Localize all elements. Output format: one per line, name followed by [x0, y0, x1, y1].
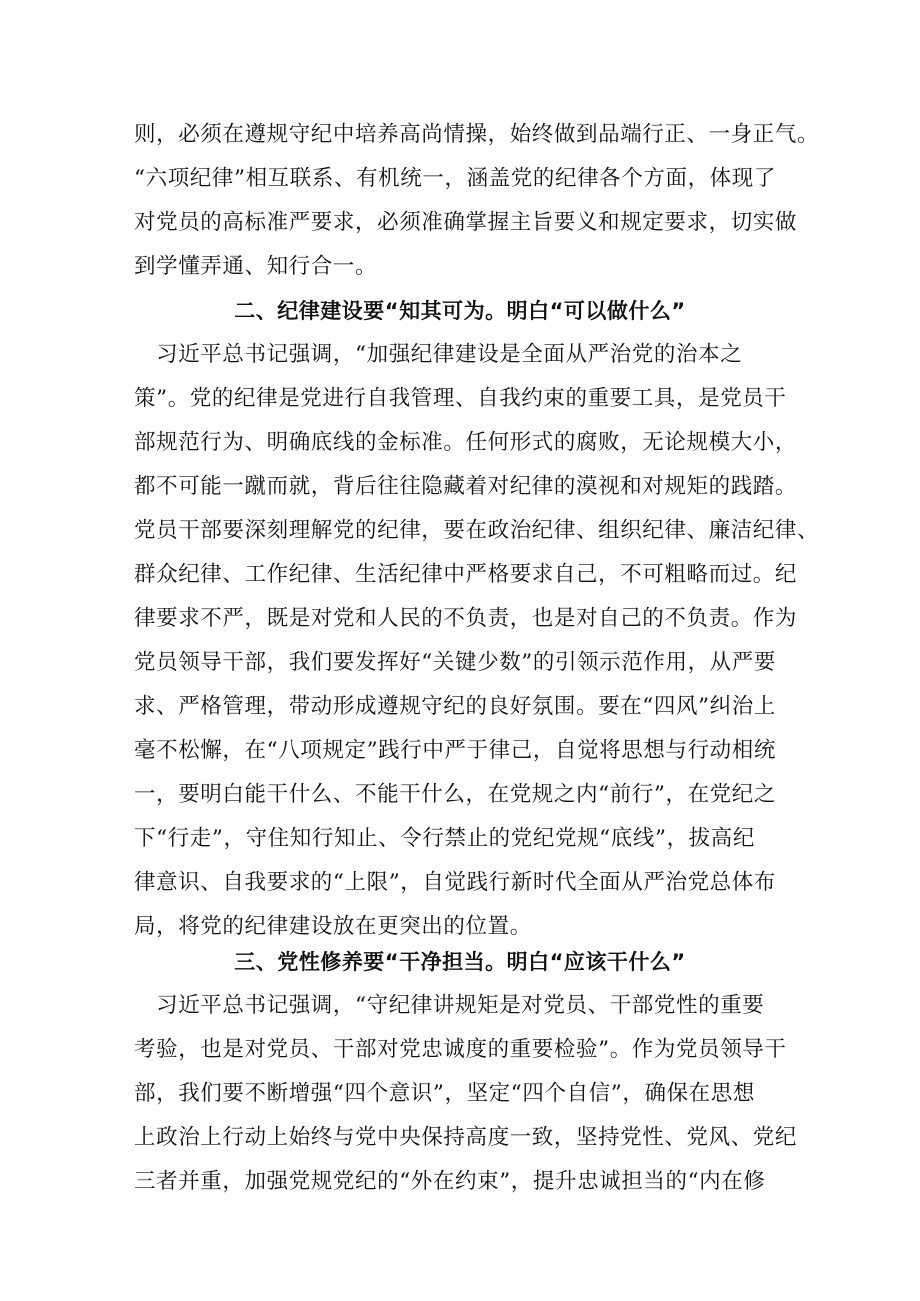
paragraph-line: 三者并重，加强党规党纪的“外在约束”，提升忠诚担当的“内在修: [134, 1169, 766, 1194]
paragraph-line: 到学懂弄通、知行合一。: [134, 254, 378, 279]
paragraph-line: 习近平总书记强调，“加强纪律建设是全面从严治党的治本之: [134, 342, 743, 367]
paragraph-line: 部规范行为、明确底线的金标准。任何形式的腐败，无论规模大小，: [134, 430, 798, 455]
section-heading-2: 二、纪律建设要“知其可为。明白“可以做什么”: [234, 299, 686, 323]
paragraph-line: 对党员的高标准严要求，必须准确掌握主旨要义和规定要求，切实做: [134, 210, 798, 235]
paragraph-line: 策”。党的纪律是党进行自我管理、自我约束的重要工具，是党员干: [134, 386, 787, 411]
paragraph-line: 群众纪律、工作纪律、生活纪律中严格要求自己，不可粗略而过。纪: [134, 562, 798, 587]
paragraph-line: 则，必须在遵规守纪中培养高尚情操，始终做到品端行正、一身正气。: [134, 122, 820, 147]
paragraph-line: 都不可能一蹴而就，背后往往隐藏着对纪律的漠视和对规矩的践踏。: [134, 474, 798, 499]
paragraph-line: 党员领导干部，我们要发挥好“关键少数”的引领示范作用，从严要: [134, 650, 776, 675]
paragraph-line: 律要求不严，既是对党和人民的不负责，也是对自己的不负责。作为: [134, 606, 798, 631]
paragraph-1: [134, 113, 820, 289]
paragraph-line: 党员干部要深刻理解党的纪律，要在政治纪律、组织纪律、廉洁纪律、: [134, 518, 820, 543]
paragraph-line: 律意识、自我要求的“上限”，自觉践行新时代全面从严治党总体布: [134, 870, 776, 895]
paragraph-line: “六项纪律”相互联系、有机统一，涵盖党的纪律各个方面，体现了: [134, 166, 776, 191]
paragraph-line: 求、严格管理，带动形成遵规守纪的良好氛围。要在“四风”纠治上: [134, 694, 776, 719]
section-heading-3: 三、党性修养要“干净担当。明白“应该干什么”: [234, 950, 686, 974]
paragraph-line: 一，要明白能干什么、不能干什么，在党规之内“前行”，在党纪之: [134, 782, 776, 807]
paragraph-line: 上政治上行动上始终与党中央保持高度一致，坚持党性、党风、党纪: [134, 1125, 798, 1150]
paragraph-line: 下“行走”，守住知行知止、令行禁止的党纪党规“底线”，拔高纪: [134, 826, 755, 851]
paragraph-line: 部，我们要不断增强“四个意识”，坚定“四个自信”，确保在思想: [134, 1081, 755, 1106]
paragraph-2: [134, 333, 820, 949]
paragraph-line: 习近平总书记强调，“守纪律讲规矩是对党员、干部党性的重要: [134, 993, 765, 1018]
paragraph-line: 考验，也是对党员、干部对党忠诚度的重要检验”。作为党员领导干: [134, 1037, 787, 1062]
paragraph-3: [134, 984, 798, 1204]
paragraph-line: 毫不松懈，在“八项规定”践行中严于律己，自觉将思想与行动相统: [134, 738, 776, 763]
paragraph-line: 局，将党的纪律建设放在更突出的位置。: [134, 914, 532, 939]
